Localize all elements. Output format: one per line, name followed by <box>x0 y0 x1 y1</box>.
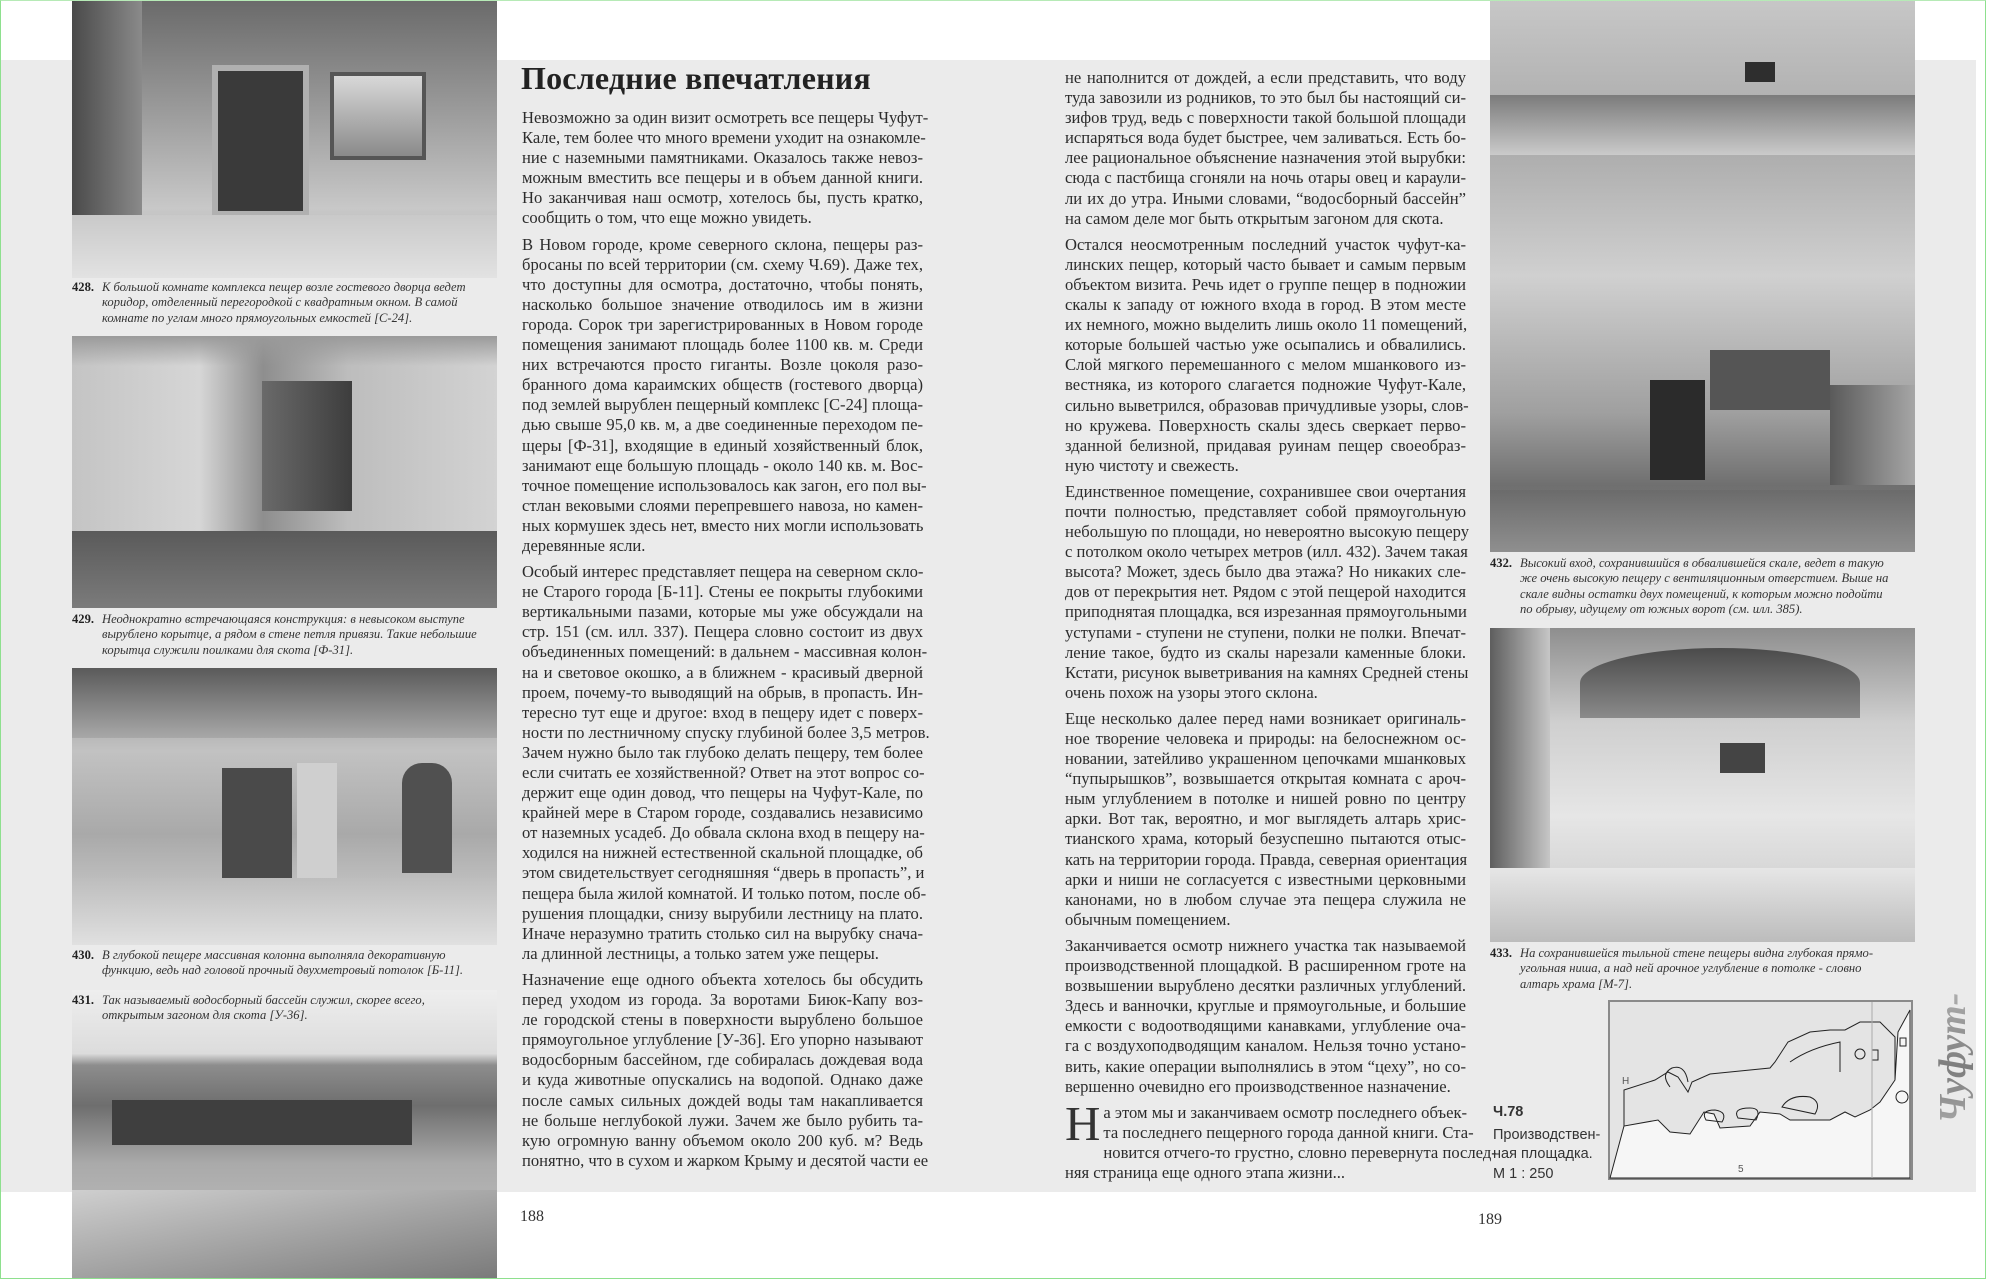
text-line: Кстати, рисунок выветривания на камнях Средней стены <box>1065 662 1469 682</box>
photo-433 <box>1490 628 1915 942</box>
text-line: сильно выветрился, образовав причудливые узоры, слов- <box>1065 395 1469 415</box>
text-line: обычным помещением. <box>1065 909 1231 929</box>
text-line: объектом визита. Речь идет о группе пещер в подножии <box>1065 274 1466 294</box>
book-section-title: Чуфут-Кале <box>1933 958 1973 1158</box>
text-line: на самом деле мог быть открытым загоном для скота. <box>1065 208 1444 228</box>
text-line: что доступны для осмотра, достаточно, чтобы понять, <box>522 274 923 294</box>
text-line: щеры [Ф-31], входящие в единый хозяйственный блок, <box>522 435 923 455</box>
text-line: вестняка, из которого слагается подножие Чуфут-Кале, <box>1065 375 1466 395</box>
text-line: производственной площадкой. В расширенном гроте на <box>1065 956 1466 976</box>
text-line: небольшую по площади, но невероятно высокую пещеру <box>1065 522 1470 542</box>
text-line: ле городской стены в поверхности вырублено большое <box>522 1010 923 1030</box>
text-line: водосборным бассейном, где собиралась дождевая вода <box>522 1050 923 1070</box>
text-line: ных кормушек здесь нет, вместо них могли использовать <box>522 515 924 535</box>
text-line: канонами, но в любом случае эта пещера служила не <box>1065 889 1466 909</box>
text-line: точное помещение использовалось как загон, его пол вы- <box>522 475 927 495</box>
text-line: дью свыше 95,0 кв. м, а две соединенные переходом пе- <box>522 415 923 435</box>
left-text-column <box>522 108 930 1177</box>
text-line: Особый интерес представляет пещера на северном скло- <box>522 562 924 582</box>
site-plan-drawing <box>1610 1002 1911 1178</box>
photo-429 <box>72 336 497 608</box>
text-line: пещера была жилой комнатой. И только потом, после об- <box>522 883 927 903</box>
text-line: та последнего пещерного города данной книги. Ста- <box>1103 1122 1474 1142</box>
map-label-h: Н <box>1622 1076 1630 1087</box>
text-line: возвышении вырублено десятки различных углублений. <box>1065 976 1466 996</box>
paragraph <box>522 108 929 229</box>
text-line: Единственное помещение, сохранившее свои очертания <box>1065 481 1466 501</box>
map-title: Производствен- ная площадка. <box>1493 1127 1601 1162</box>
caption-430: 430. В глубокой пещере массивная колонна выполняла декоративную функцию, ведь над головой прочный двухметровый потолок [Б-11]. <box>72 948 464 978</box>
text-line: помещения занимают площадь более 1100 кв. м. Среди <box>522 335 923 355</box>
text-line: кую огромную ванну объемом около 200 куб. м? Ведь <box>522 1130 923 1150</box>
text-line: вертикальными пазами, которые мы уже обсуждали на <box>522 602 923 622</box>
text-line: сообщить о том, что еще можно увидеть. <box>522 208 812 228</box>
text-line: деревянные ясли. <box>522 535 646 555</box>
text-line: Заканчивается осмотр нижнего участка так называемой <box>1065 935 1466 955</box>
caption-433: 433. На сохранившейся тыльной стене пещеры видна глубокая прямо- угольная ниша, а над ней арочное углубление в потолке - словно алтарь храма [М-7]. <box>1490 946 1874 991</box>
text-line: ности по лестничному спуску глубиной более 3,5 метров. <box>522 722 930 742</box>
text-line: бросаны по всей территории (см. схему Ч.69). Даже тех, <box>522 254 923 274</box>
text-line: крайней мере в Старом городе, создавались независимо <box>522 803 923 823</box>
text-line: понятно, что в сухом и жарком Крыму и десятой части ее <box>522 1150 929 1170</box>
caption-429: 429. Неоднократно встречающаяся конструкция: в невысоком выступе вырублено корытце, а рядом в стене петля привязи. Такие небольшие корытца служили поилками для скота [Ф-31]. <box>72 612 477 657</box>
text-line: арки и ниши не согласуется с известными церковными <box>1065 869 1466 889</box>
text-line: но кружева. Поверхность скалы здесь сверкает перво- <box>1065 415 1466 435</box>
text-line: стр. 151 (см. илл. 337). Пещера словно состоит из двух <box>522 622 923 642</box>
text-line: га с воздухоподводящим каналом. Нельзя точно устано- <box>1065 1036 1466 1056</box>
paragraph <box>1065 481 1470 703</box>
text-line: Остался неосмотренным последний участок чуфут-ка- <box>1065 234 1466 254</box>
text-line: Невозможно за один визит осмотреть все пещеры Чуфут- <box>522 108 929 127</box>
text-line: сюда с пастбища сгоняли на ночь отары овец и караули- <box>1065 168 1466 188</box>
paragraph <box>522 562 930 964</box>
text-line: В Новом городе, кроме северного склона, пещеры раз- <box>522 234 923 254</box>
text-line: держит еще один довод, что пещеры на Чуфут-Кале, по <box>522 783 923 803</box>
photo-430 <box>72 668 497 945</box>
paragraph <box>1065 936 1466 1097</box>
text-line: ла длинной лестницы, а только затем уже пещеры. <box>522 943 879 963</box>
text-line: кать на территории города. Правда, северная ориентация <box>1065 849 1468 869</box>
photo-428 <box>72 0 497 278</box>
text-line: них встречаются просто гиганты. Возле цоколя разо- <box>522 355 923 375</box>
text-line: можным вместить все пещеры и в объем данной книги. <box>522 168 923 188</box>
text-line: почти полностью, представляет собой прямоугольную <box>1065 501 1466 521</box>
text-line: Назначение еще одного объекта хотелось бы обсудить <box>522 969 923 989</box>
map-scale: М 1 : 250 <box>1493 1166 1554 1182</box>
text-line: вить, какие операции выполнялись в этом “цеху”, но со- <box>1065 1056 1466 1076</box>
text-line: их немного, можно выделить лишь около 11 помещений, <box>1065 315 1468 335</box>
paragraph <box>522 234 927 557</box>
text-line: бранного дома караимских обществ (гостевого дворца) <box>522 375 923 395</box>
text-line: не Старого города [Б-11]. Стены ее покрыты глубокими <box>522 582 923 602</box>
page-title: Последние впечатления <box>521 60 871 96</box>
text-line: прямоугольное углубление [У-36]. Его упорно называют <box>522 1030 923 1050</box>
text-line: ние с наземными памятниками. Оказалось также невоз- <box>522 148 923 168</box>
text-line: ную чистоту и свежесть. <box>1065 455 1239 475</box>
text-line: лее рациональное объяснение назначения этой вырубки: <box>1065 148 1466 168</box>
text-line: “пупырышков”, возвышается открытая комната с ароч- <box>1065 769 1466 789</box>
text-line: которые большей частью уже осыпались и обвалились. <box>1065 335 1466 355</box>
text-line: рушения площадки, снизу вырубили лестницу на плато. <box>522 903 923 923</box>
paragraph <box>1065 68 1466 229</box>
text-line: очень похож на узоры этого склона. <box>1065 682 1318 702</box>
text-line: арки. Вот так, вероятно, и мог выглядеть алтарь хрис- <box>1065 809 1466 829</box>
text-line: если считать ее хозяйственной? Ответ на этот вопрос со- <box>522 763 925 782</box>
right-text-column <box>1065 68 1497 1189</box>
text-line: зданной белизной, придавая руинам пещер своеобраз- <box>1065 435 1466 455</box>
text-line: и куда животные опускались на водопой. Однако даже <box>522 1070 923 1090</box>
map-label-5: 5 <box>1738 1164 1744 1175</box>
text-line: этом свидетельствует сегодняшняя “дверь в пропасть”, и <box>522 863 925 883</box>
text-line: няя страница еще одного этапа жизни... <box>1065 1162 1346 1182</box>
text-line: не больше неглубокой лужи. Зачем же было рубить та- <box>522 1110 923 1130</box>
text-line: ление такое, будто из скалы нарезали каменные блоки. <box>1065 642 1466 662</box>
text-line: Еще несколько далее перед нами возникает оригиналь- <box>1065 708 1466 728</box>
text-line: ли их до утра. Иными словами, “водосборный бассейн” <box>1065 188 1466 208</box>
paragraph <box>1065 709 1466 930</box>
text-line: занимают еще большую площадь - около 140 кв. м. Вос- <box>522 455 923 475</box>
text-line: емкости с водоотводящими канавками, углубление оча- <box>1065 1016 1466 1036</box>
text-line: объединенных помещений: в дальнем - массивная колон- <box>522 642 928 662</box>
map-id: Ч.78 <box>1493 1104 1524 1120</box>
text-line: под землей вырублен пещерный комплекс [С-24] площа- <box>522 395 923 415</box>
text-line: высота? Может, здесь было два этажа? Но никаких сле- <box>1065 562 1466 582</box>
text-line: стлан вековыми слоями перепревшего навоза, но камен- <box>522 495 923 515</box>
text-line: тересно тут еще и другое: вход в пещеру идет с поверх- <box>522 702 923 722</box>
text-line: города. Сорок три зарегистрированных в Новом городе <box>522 314 923 334</box>
text-line: новании, затейливо украшенном цепочками мшанковых <box>1065 749 1466 769</box>
text-line: после самых сильных дождей воды там накапливается <box>522 1090 923 1110</box>
text-line: новится отчего-то грустно, словно перевернута послед- <box>1103 1142 1497 1162</box>
page-number-right: 189 <box>1478 1211 1502 1228</box>
text-line: испаряться вода будет быстрее, чем заливаться. Есть бо- <box>1065 128 1466 148</box>
text-line: а этом мы и заканчиваем осмотр последнего объек- <box>1103 1102 1468 1122</box>
text-line: от наземных усадеб. До обвала склона вход в пещеру на- <box>522 823 925 843</box>
text-line: Зачем нужно было так глубоко делать пещеру, тем более <box>522 742 923 762</box>
photo-432 <box>1490 0 1915 552</box>
text-line: Иначе неразумно тратить столько сил на вырубку снача- <box>522 923 923 943</box>
caption-431: 431. Так называемый водосборный бассейн служил, скорее всего, открытым загоном для скота [У-36]. <box>72 993 425 1023</box>
text-line: Кале, тем более что много времени уходит на ознакомле- <box>522 128 926 148</box>
text-line: проем, почему-то выводящий на обрыв, в пропасть. Ин- <box>522 682 923 702</box>
drop-cap: Н <box>1065 1095 1101 1151</box>
text-line: дов от перекрытия нет. Рядом с этой пещерой находится <box>1065 582 1466 602</box>
text-line: уступами - ступени не ступени, полки не полки. Впечат- <box>1065 622 1466 642</box>
text-line: тианского храма, который безуспешно пытаются отыс- <box>1065 829 1466 849</box>
text-line: не наполнится от дождей, а если представить, что воду <box>1065 68 1466 87</box>
paragraph <box>522 969 929 1171</box>
site-plan-map <box>1608 1000 1913 1180</box>
final-paragraph <box>1065 1095 1497 1183</box>
text-line: ходился на нижней естественной скальной площадке, об <box>522 843 923 863</box>
text-line: скалы к западу от южного входа в город. В этом месте <box>1065 295 1466 315</box>
text-line: линских пещер, который часто бывает и самым первым <box>1065 254 1466 274</box>
paragraph <box>1065 234 1469 476</box>
text-line: вершенно очевидно его производственное назначение. <box>1065 1076 1451 1096</box>
text-line: Слой мягкого перемешанного с мелом мшанкового из- <box>1065 355 1466 375</box>
photo-431 <box>72 990 497 1279</box>
text-line: Но заканчивая наш осмотр, хотелось бы, пусть кратко, <box>522 188 923 208</box>
text-line: с потолком около четырех метров (илл. 432). Зачем такая <box>1065 542 1468 562</box>
text-line: туда завозили из родников, то это был бы настоящий си- <box>1065 88 1466 108</box>
caption-428: 428. К большой комнате комплекса пещер возле гостевого дворца ведет коридор, отделенный перегородкой с квадратным окном. В самой комнате по углам много прямоугольных емкостей [С-24]. <box>72 280 466 325</box>
page-number-left: 188 <box>520 1208 544 1225</box>
text-line: насколько большое значение отводилось им в жизни <box>522 294 923 314</box>
text-line: ное творение человека и природы: на белоснежном ос- <box>1065 729 1466 748</box>
text-line: перед уходом из города. За воротами Биюк-Капу воз- <box>522 990 923 1010</box>
text-line: ным углублением в потолке и нишей ровно по центру <box>1065 789 1466 809</box>
text-line: Здесь и ванночки, круглые и прямоугольные, и большие <box>1065 996 1466 1016</box>
text-line: приподнятая площадка, вся изрезанная прямоугольными <box>1065 602 1467 622</box>
caption-432: 432. Высокий вход, сохранившийся в обвалившейся скале, ведет в такую же очень высокую пещеру с вентиляционным отверстием. Выше на скале видны остатки двух помещений, к которым можно подойти по обрыву, идущему от южных ворот (см. илл. 385). <box>1490 556 1889 617</box>
text-line: зифов труд, ведь с поверхности такой большой площади <box>1065 108 1466 128</box>
text-line: на и световое окошко, а в ближнем - красивый дверной <box>522 662 923 682</box>
